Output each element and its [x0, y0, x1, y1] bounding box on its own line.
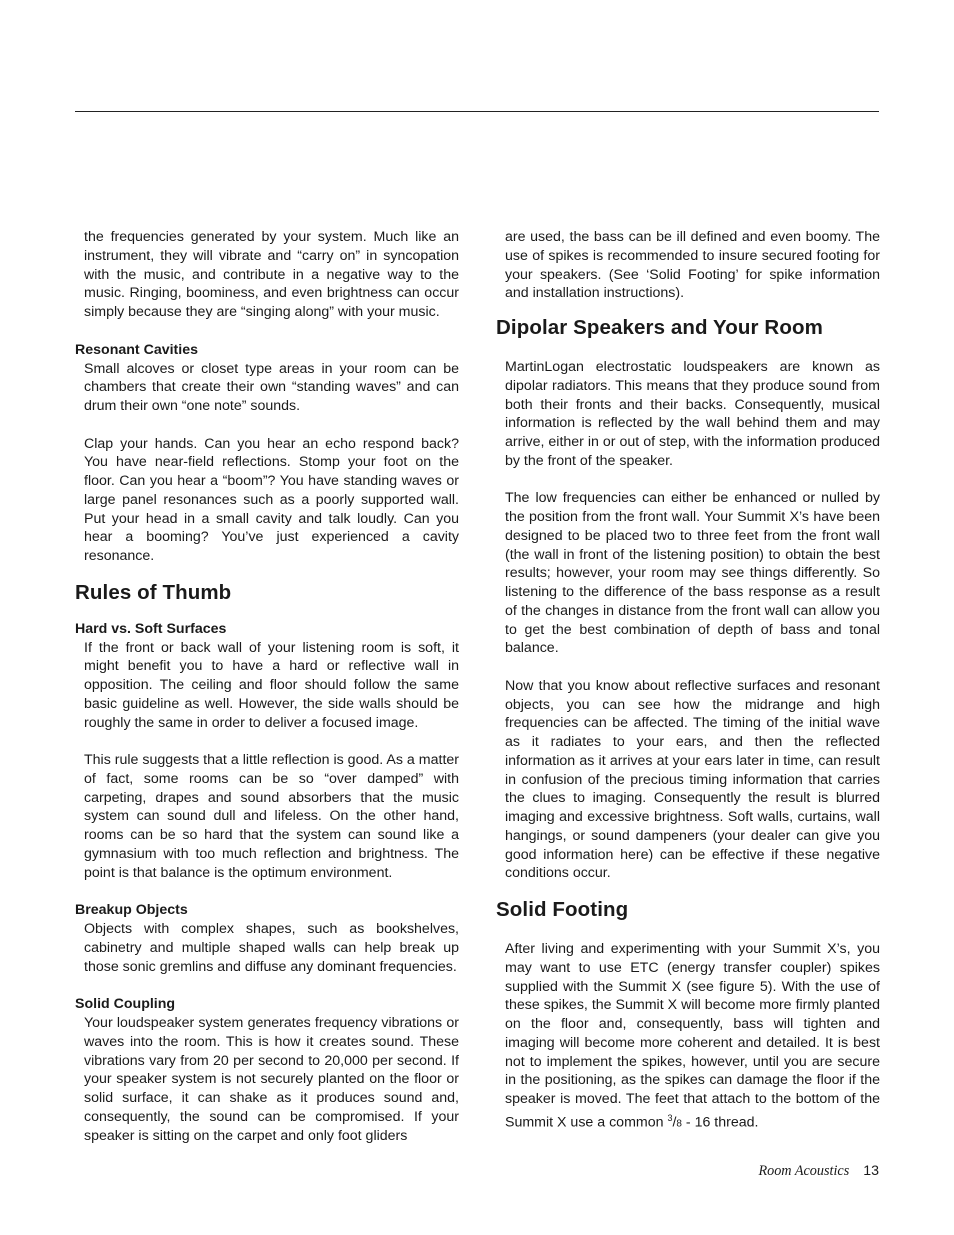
paragraph: are used, the bass can be ill defined and even boomy. The use of spikes is recommended to insure secured footing for your speakers. (See ‘Solid Footing’ for spike information and installation instructions).	[505, 229, 880, 302]
page-footer	[758, 1163, 879, 1180]
paragraph: Your loudspeaker system generates frequency vibrations or waves into the room. This is how it creates sound. These vibrations vary from 20 per second to 20,000 per second. If your speaker system is not securely planted on the floor or solid surface, it can shake as it produces sound and, consequently, the sound can be compromised. If your speaker is sitting on the carpet and only foot gliders	[84, 1015, 459, 1144]
subheading-hard-vs-soft: Hard vs. Soft Surfaces	[75, 620, 227, 637]
subheading-solid-coupling: Solid Coupling	[75, 996, 176, 1013]
left-column	[75, 228, 459, 1145]
fraction-slash: /	[672, 1114, 677, 1131]
paragraph: Now that you know about reflective surfaces and resonant objects, you can see how the midrange and high frequencies can be affected. The timing of the initial wave as it radiates to your ears, and then the reflected information as it arrives at your ears later in time, can result in confusion of the precious timing information that carries the clues to imaging. Consequently the result is blurred imaging and excessive brightness. Soft walls, curtains, wall hangings, or sound dampeners (your dealer can give you good information here) can be effective if these negative conditions occur.	[505, 677, 880, 882]
fraction-numerator: 3	[667, 1112, 673, 1123]
paragraph: Clap your hands. Can you hear an echo respond back? You have near-field reflections. Stomp your foot on the floor. Can you hear a “boom”? You have standing waves or large panel resonances such as a poorly supported wall. Put your head in a small cavity and talk loudly. Can you hear a booming? You’ve just experienced a cavity resonance.	[84, 435, 459, 564]
footing-tail: - 16 thread.	[681, 1114, 759, 1131]
footer-section-title: Room Acoustics	[758, 1163, 850, 1179]
paragraph: Objects with complex shapes, such as bookshelves, cabinetry and multiple shaped walls can help break up those sonic gremlins and diffuse any dominant frequencies.	[84, 921, 459, 975]
fraction-denominator: 8	[676, 1118, 682, 1130]
paragraph: The low frequencies can either be enhanced or nulled by the position from the front wall. Your Summit X’s have been designed to be placed two to three feet from the front wall (the wall in front of the listening position) to obtain the best results; however, your room may see things differently. So listening to the difference of the bass response as a result of the changes in distance from the front wall can allow you to get the best combination of depth of bass and tonal balance.	[505, 490, 880, 657]
page-number: 13	[863, 1163, 879, 1179]
paragraph: MartinLogan electrostatic loudspeakers are known as dipolar radiators. This means that they produce sound from both their fronts and their backs. Consequently, musical information is reflected by the wall behind them and may arrive, either in or out of step, with the information produced by the front of the speaker.	[505, 359, 880, 469]
subheading-resonant-cavities: Resonant Cavities	[75, 341, 198, 358]
paragraph: If the front or back wall of your listening room is soft, it might benefit you to have a hard or reflective wall in opposition. The ceiling and floor should follow the same basic guideline as well. However, the side walls should be roughly the same in order to deliver a focused image.	[84, 639, 459, 731]
right-column	[496, 228, 880, 1134]
paragraph: the frequencies generated by your system. Much like an instrument, they will vibrate and “carry on” in syncopation with the music, and contribute in a negative way to the music. Ringing, boominess, and even brightness can occur simply because they are “singing along” with your music.	[84, 229, 459, 320]
paragraph-solid-footing	[496, 940, 880, 1134]
paragraph: This rule suggests that a little reflection is good. As a matter of fact, some rooms can be so “over damped” with carpeting, drapes and sound absorbers that the music system can sound dull and lifeless. On the other hand, rooms can be so hard that the system can sound like a gymnasium with too much reflection and brightness. The point is that balance is the optimum environment.	[84, 752, 459, 881]
heading-solid-footing: Solid Footing	[496, 898, 629, 921]
heading-dipolar-speakers: Dipolar Speakers and Your Room	[496, 316, 823, 339]
paragraph: Small alcoves or closet type areas in your room can be chambers that create their own “standing waves” and can drum their own “one note” sounds.	[84, 360, 459, 414]
header-rule	[75, 111, 879, 112]
footing-text: After living and experimenting with your Summit X’s, you may want to use ETC (energy transfer coupler) spikes supplied with the Summit X (see figure 5). With the use of these spikes, the Summit X will become more firmly planted on the floor and, consequently, bass will tighten and imaging will become more coherent and detailed. It is best not to implement the spikes, however, until you are secure in the positioning, as the spikes can damage the floor if the speaker is moved. The feet that attach to the bottom of the Summit X use a common	[505, 941, 880, 1131]
heading-rules-of-thumb: Rules of Thumb	[75, 580, 232, 604]
subheading-breakup-objects: Breakup Objects	[75, 902, 188, 919]
